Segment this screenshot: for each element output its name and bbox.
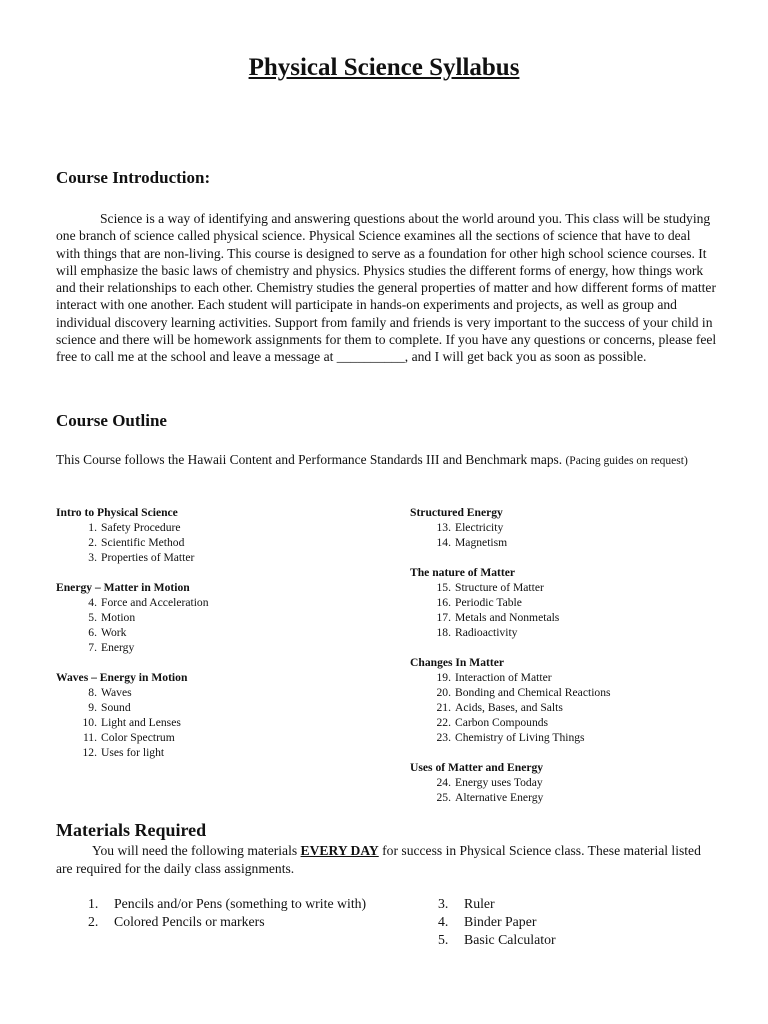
outline-list-item [56, 685, 386, 700]
outline-unit [410, 505, 740, 550]
item-number: 15. [436, 581, 451, 594]
materials-intro [56, 842, 716, 878]
outline-unit [56, 505, 386, 565]
page-title: Physical Science Syllabus [248, 54, 520, 81]
materials-list-item [88, 913, 378, 931]
materials-list-left [88, 895, 378, 931]
outline-unit [410, 760, 740, 805]
item-number: 19. [436, 671, 451, 684]
outline-unit [410, 565, 740, 640]
item-number: 24. [436, 776, 451, 789]
outline-list-item [410, 670, 740, 685]
materials-list-item [88, 895, 378, 913]
materials-list-right [438, 895, 638, 949]
item-number: 10. [82, 716, 97, 729]
outline-list-item [56, 595, 386, 610]
item-number: 17. [436, 611, 451, 624]
item-text: Metals and Nonmetals [455, 611, 560, 624]
outline-list-item [410, 685, 740, 700]
outline-list-item [56, 550, 386, 565]
item-text: Magnetism [455, 536, 508, 549]
item-number: 20. [436, 686, 451, 699]
item-number: 3. [88, 551, 97, 564]
item-number: 5. [438, 932, 449, 947]
item-text: Alternative Energy [455, 791, 544, 804]
materials-heading: Materials Required [56, 820, 207, 840]
outline-unit [56, 580, 386, 655]
outline-list-item [56, 535, 386, 550]
outline-left-column [56, 505, 386, 775]
item-number: 22. [436, 716, 451, 729]
item-number: 7. [88, 641, 97, 654]
item-text: Acids, Bases, and Salts [455, 701, 563, 714]
outline-list-item [56, 610, 386, 625]
item-text: Waves [101, 686, 132, 699]
outline-unit [410, 655, 740, 745]
materials-every-day: EVERY DAY [300, 843, 379, 858]
item-number: 25. [436, 791, 451, 804]
outline-list-item [56, 715, 386, 730]
item-number: 9. [88, 701, 97, 714]
course-intro-text: Science is a way of identifying and answering questions about the world around you. This class will be studying one branch of science called physical science. Physical Science examines all the sections of science that have to deal with things that are non-living. This course is designed to serve as a foundation for other high school science courses. It will emphasize the basic laws of chemistry and physics. Physics studies the different forms of energy, how things work and their relationships to each other. Chemistry studies the general properties of matter and how different forms of matter interact with one another. Each student will participate in hands-on experiments and projects, as well as group and individual discovery learning activities. Support from family and friends is very important to the success of your child in science and there will be homework assignments for them to complete. If you have any questions or concerns, please feel free to call me at the school and leave a message at __________, and I will get back you as soon as possible. [56, 211, 717, 365]
item-number: 14. [436, 536, 451, 549]
standards-statement [56, 452, 716, 469]
unit-title: Structured Energy [410, 506, 503, 519]
outline-list-item [410, 535, 740, 550]
item-text: Sound [101, 701, 131, 714]
item-text: Carbon Compounds [455, 716, 549, 729]
item-text: Motion [101, 611, 136, 624]
item-number: 23. [436, 731, 451, 744]
outline-unit [56, 670, 386, 760]
item-number: 3. [438, 896, 449, 911]
unit-title: Changes In Matter [410, 656, 505, 669]
unit-title: Uses of Matter and Energy [410, 761, 544, 774]
item-text: Chemistry of Living Things [455, 731, 585, 744]
item-text: Radioactivity [455, 626, 518, 639]
outline-list-item [410, 520, 740, 535]
item-text: Energy uses Today [455, 776, 543, 789]
outline-list-item [56, 640, 386, 655]
outline-list-item [410, 580, 740, 595]
outline-list-item [410, 715, 740, 730]
materials-list-item [438, 895, 638, 913]
item-number: 2. [88, 914, 99, 929]
item-text: Safety Procedure [101, 521, 181, 534]
item-text: Color Spectrum [101, 731, 175, 744]
outline-right-column [410, 505, 740, 820]
item-number: 16. [436, 596, 451, 609]
item-text: Interaction of Matter [455, 671, 552, 684]
course-intro-paragraph [56, 210, 718, 366]
item-number: 4. [88, 596, 97, 609]
materials-list-item [438, 913, 638, 931]
item-text: Bonding and Chemical Reactions [455, 686, 611, 699]
pacing-guides-note: (Pacing guides on request) [565, 455, 688, 467]
outline-list-item [410, 610, 740, 625]
unit-title: The nature of Matter [410, 566, 516, 579]
materials-intro-before: You will need the following materials [92, 843, 301, 858]
item-number: 18. [436, 626, 451, 639]
item-number: 5. [88, 611, 97, 624]
item-text: Work [101, 626, 127, 639]
item-number: 1. [88, 521, 97, 534]
standards-text: This Course follows the Hawaii Content and Performance Standards III and Benchmark maps. [56, 452, 566, 467]
item-text: Force and Acceleration [101, 596, 209, 609]
outline-list-item [56, 700, 386, 715]
item-number: 12. [82, 746, 97, 759]
course-intro-heading: Course Introduction: [56, 168, 211, 187]
item-text: Uses for light [101, 746, 165, 759]
item-number: 2. [88, 536, 97, 549]
outline-list-item [56, 520, 386, 535]
materials-intro-after: for success in Physical Science class. These material listed are required for the daily class assignments. [56, 843, 701, 876]
item-text: Ruler [464, 896, 495, 911]
item-text: Basic Calculator [464, 932, 556, 947]
item-number: 1. [88, 896, 99, 911]
item-number: 6. [88, 626, 97, 639]
item-number: 21. [436, 701, 451, 714]
item-text: Electricity [455, 521, 504, 534]
item-text: Scientific Method [101, 536, 185, 549]
item-number: 11. [82, 731, 97, 744]
item-text: Binder Paper [464, 914, 537, 929]
item-number: 8. [88, 686, 97, 699]
unit-title: Intro to Physical Science [56, 506, 178, 519]
item-text: Light and Lenses [101, 716, 181, 729]
item-text: Pencils and/or Pens (something to write with) [114, 896, 367, 911]
item-text: Properties of Matter [101, 551, 195, 564]
outline-list-item [410, 595, 740, 610]
unit-title: Waves – Energy in Motion [56, 671, 188, 684]
item-number: 4. [438, 914, 449, 929]
outline-list-item [56, 730, 386, 745]
unit-title: Energy – Matter in Motion [56, 581, 190, 594]
outline-list-item [410, 730, 740, 745]
item-text: Colored Pencils or markers [114, 914, 265, 929]
course-outline-heading: Course Outline [56, 411, 167, 430]
outline-list-item [410, 775, 740, 790]
outline-list-item [410, 700, 740, 715]
outline-list-item [56, 745, 386, 760]
item-text: Periodic Table [455, 596, 522, 609]
outline-list-item [410, 625, 740, 640]
item-number: 13. [436, 521, 451, 534]
item-text: Structure of Matter [455, 581, 544, 594]
item-text: Energy [101, 641, 135, 654]
outline-list-item [410, 790, 740, 805]
outline-list-item [56, 625, 386, 640]
materials-list-item [438, 931, 638, 949]
